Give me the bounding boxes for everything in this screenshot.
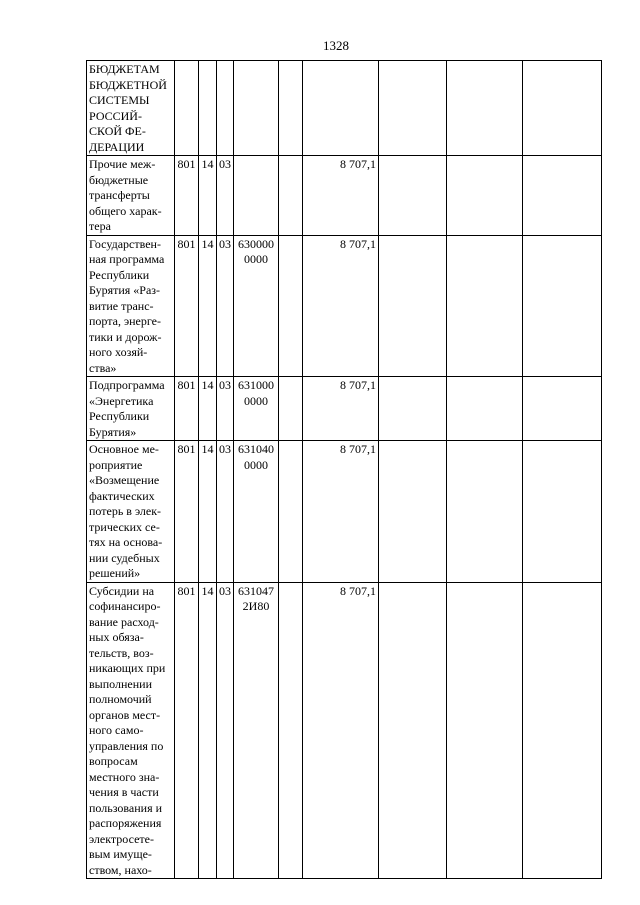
expense-type-cell: [279, 61, 303, 156]
grbs-cell: [175, 61, 199, 156]
subsection-cell: 03: [217, 377, 234, 441]
row-name-line: Республики: [89, 267, 150, 282]
expense-type-cell: [279, 235, 303, 377]
row-name-line: Подпрограмма: [89, 378, 165, 392]
empty-cell: [523, 235, 602, 377]
grbs-cell: 801: [175, 156, 199, 236]
row-name-line: бюджетные: [89, 172, 149, 187]
row-name-line: вание расход-: [89, 614, 159, 629]
empty-cell: [379, 235, 447, 377]
row-name-line: тельств, воз-: [89, 645, 154, 660]
row-name-line: ДЕРАЦИИ: [89, 139, 145, 154]
amount-cell: 8 707,1: [303, 156, 379, 236]
table-row: [87, 441, 602, 583]
empty-cell: [523, 582, 602, 879]
subsection-cell: 03: [217, 441, 234, 583]
row-name-line: решений»: [89, 566, 141, 580]
row-name-line: трических се-: [89, 519, 160, 534]
amount-cell: 8 707,1: [303, 235, 379, 377]
empty-cell: [523, 61, 602, 156]
row-name-line: ства»: [89, 360, 117, 375]
empty-cell: [523, 441, 602, 583]
section-cell: 14: [199, 582, 217, 879]
row-name-line: потерь в элек-: [89, 504, 162, 518]
empty-cell: [523, 156, 602, 236]
target-article-cell: [234, 156, 279, 236]
row-name-line: «Возмещение: [89, 473, 160, 487]
row-name-line: фактических: [89, 488, 155, 503]
row-name-line: РОССИЙ-: [89, 108, 142, 123]
row-name-line: ных обяза-: [89, 630, 144, 644]
empty-cell: [447, 61, 523, 156]
page-number: 1328: [323, 38, 349, 53]
empty-cell: [379, 582, 447, 879]
table-body: [87, 61, 602, 879]
expense-type-cell: [279, 377, 303, 441]
row-name-line: тера: [89, 219, 111, 233]
empty-cell: [447, 156, 523, 236]
target-article-line: 0000: [244, 393, 268, 408]
row-name-line: СКОЙ ФЕ-: [89, 124, 146, 138]
target-article-line: 631040: [238, 442, 274, 456]
target-article-line: 2И80: [242, 599, 270, 613]
row-name-line: порта, энерге-: [89, 314, 161, 328]
row-name-line: роприятие: [89, 457, 143, 472]
grbs-cell: 801: [175, 582, 199, 879]
grbs-cell: 801: [175, 235, 199, 377]
row-name-line: Республики: [89, 409, 150, 423]
table-row: [87, 377, 602, 441]
target-article-line: 0000: [244, 252, 268, 266]
target-article-line: 630000: [238, 236, 274, 251]
amount-cell: 8 707,1: [303, 582, 379, 879]
empty-cell: [379, 377, 447, 441]
row-name-line: никающих при: [89, 661, 166, 675]
row-name-line: распоряжения: [89, 816, 162, 830]
target-article-line: 631047: [238, 583, 274, 598]
subsection-cell: 03: [217, 156, 234, 236]
amount-cell: 8 707,1: [303, 377, 379, 441]
row-name-line: управления по: [89, 738, 164, 753]
row-name-line: Субсидии на: [89, 583, 155, 598]
row-name-line: ного само-: [89, 723, 144, 737]
row-name-line: ством, нахо-: [89, 862, 152, 877]
row-name-line: Государствен-: [89, 236, 161, 251]
row-name-line: тики и дорож-: [89, 329, 162, 344]
section-cell: 14: [199, 156, 217, 236]
empty-cell: [447, 377, 523, 441]
section-cell: 14: [199, 441, 217, 583]
empty-cell: [447, 582, 523, 879]
grbs-cell: 801: [175, 377, 199, 441]
row-name-line: БЮДЖЕТНОЙ: [89, 77, 167, 92]
row-name-line: местного зна-: [89, 769, 160, 784]
row-name-cell: [87, 582, 175, 879]
table-row: [87, 235, 602, 377]
expense-type-cell: [279, 582, 303, 879]
row-name-line: нии судебных: [89, 550, 160, 565]
row-name-line: софинансиро-: [89, 599, 161, 613]
target-article-cell: [234, 441, 279, 583]
table-row: [87, 582, 602, 879]
row-name-line: Прочие меж-: [89, 157, 156, 171]
row-name-line: полномочий: [89, 692, 152, 706]
subsection-cell: 03: [217, 235, 234, 377]
table-row: [87, 61, 602, 156]
target-article-cell: [234, 61, 279, 156]
row-name-line: вым имуще-: [89, 847, 152, 861]
section-cell: [199, 61, 217, 156]
row-name-line: Бурятия «Раз-: [89, 283, 161, 297]
row-name-line: общего харак-: [89, 203, 162, 218]
empty-cell: [379, 441, 447, 583]
row-name-line: ного хозяй-: [89, 345, 148, 359]
table-row: [87, 156, 602, 236]
row-name-line: СИСТЕМЫ: [89, 93, 150, 107]
expense-type-cell: [279, 441, 303, 583]
grbs-cell: 801: [175, 441, 199, 583]
row-name-line: БЮДЖЕТАМ: [89, 62, 160, 76]
row-name-line: Основное ме-: [89, 442, 159, 456]
row-name-line: чения в части: [89, 785, 159, 799]
row-name-line: трансферты: [89, 188, 150, 202]
row-name-cell: [87, 235, 175, 377]
row-name-line: тях на основа-: [89, 535, 163, 549]
row-name-line: электросете-: [89, 831, 154, 846]
target-article-cell: [234, 377, 279, 441]
empty-cell: [447, 235, 523, 377]
row-name-line: витие транс-: [89, 298, 154, 313]
amount-cell: [303, 61, 379, 156]
row-name-line: вопросам: [89, 754, 138, 768]
row-name-cell: [87, 441, 175, 583]
target-article-line: 631000: [238, 378, 274, 392]
row-name-line: органов мест-: [89, 707, 161, 722]
empty-cell: [379, 61, 447, 156]
subsection-cell: 03: [217, 582, 234, 879]
empty-cell: [523, 377, 602, 441]
empty-cell: [379, 156, 447, 236]
section-cell: 14: [199, 235, 217, 377]
subsection-cell: [217, 61, 234, 156]
row-name-cell: [87, 61, 175, 156]
empty-cell: [447, 441, 523, 583]
row-name-line: пользования и: [89, 800, 163, 815]
budget-table: [86, 60, 602, 879]
row-name-cell: [87, 377, 175, 441]
expense-type-cell: [279, 156, 303, 236]
target-article-line: 0000: [244, 457, 268, 472]
target-article-cell: [234, 582, 279, 879]
amount-cell: 8 707,1: [303, 441, 379, 583]
row-name-line: ная программа: [89, 252, 165, 266]
row-name-line: выполнении: [89, 676, 152, 691]
row-name-line: Бурятия»: [89, 424, 137, 439]
section-cell: 14: [199, 377, 217, 441]
target-article-cell: [234, 235, 279, 377]
row-name-cell: [87, 156, 175, 236]
row-name-line: «Энергетика: [89, 393, 154, 408]
